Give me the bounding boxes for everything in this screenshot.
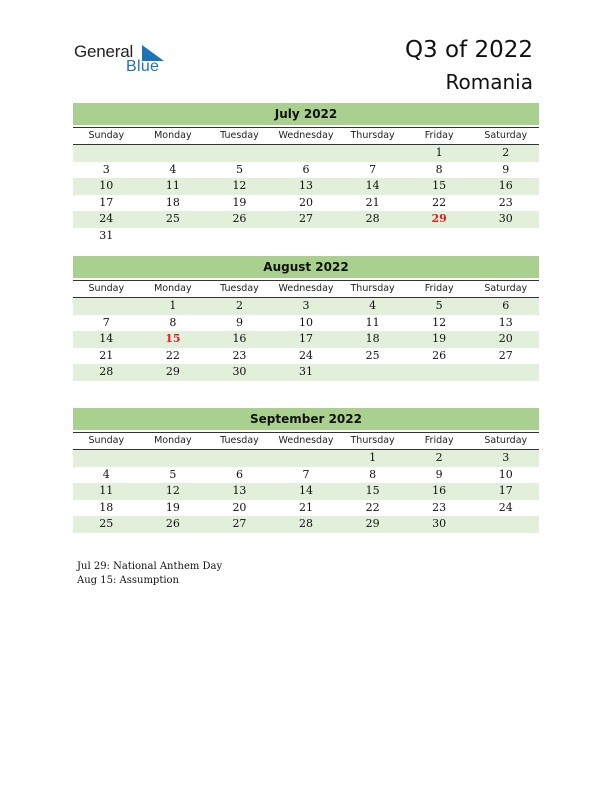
day-cell: 6 (302, 162, 310, 176)
weeks (73, 450, 539, 533)
day-cell (140, 450, 207, 467)
day-cell: 24 (99, 212, 114, 225)
day-cell: 23 (232, 348, 247, 362)
day-cell: 12 (432, 315, 447, 329)
day-name-wednesday: Wednesday (278, 435, 334, 446)
week-row (73, 228, 539, 245)
day-cell: 1 (435, 146, 443, 159)
day-cell: 13 (232, 484, 247, 497)
day-cell: 20 (498, 332, 513, 345)
day-name-saturday: Saturday (484, 283, 528, 294)
day-cell: 29 (165, 365, 180, 378)
day-cell: 16 (432, 484, 447, 497)
day-cell: 18 (365, 332, 380, 345)
day-cell: 8 (435, 162, 443, 176)
day-cell: 7 (102, 315, 110, 329)
day-cell: 11 (365, 315, 380, 329)
day-cell: 15 (365, 484, 380, 497)
day-cell: 12 (165, 484, 180, 497)
day-cell: 31 (99, 228, 114, 242)
day-name-tuesday: Tuesday (220, 283, 259, 294)
brand-logo (74, 42, 174, 78)
day-cell (273, 228, 340, 245)
day-cell: 23 (498, 195, 513, 209)
page-title: Q3 of 2022 (404, 37, 533, 63)
day-cell (339, 145, 406, 162)
day-cell: 20 (232, 500, 247, 514)
day-cell: 27 (299, 212, 314, 225)
week-row (73, 195, 539, 212)
week-row (73, 516, 539, 533)
day-cell (206, 450, 273, 467)
month-title: July 2022 (73, 103, 539, 125)
day-name-wednesday: Wednesday (278, 283, 334, 294)
day-name-thursday: Thursday (350, 435, 395, 446)
day-cell: 24 (299, 348, 314, 362)
day-cell (73, 450, 140, 467)
day-cell: 16 (498, 179, 513, 192)
day-cell: 28 (365, 212, 380, 225)
holiday-note: Aug 15: Assumption (77, 574, 180, 586)
week-row (73, 331, 539, 348)
day-cell: 4 (169, 162, 177, 176)
day-cell: 3 (102, 162, 110, 176)
holiday-note: Jul 29: National Anthem Day (77, 561, 223, 572)
day-cell (140, 228, 207, 245)
day-cell: 4 (369, 299, 377, 312)
day-cell: 8 (369, 467, 377, 481)
day-cell: 26 (165, 517, 180, 530)
day-cell: 5 (435, 299, 443, 312)
day-cell: 11 (165, 179, 180, 192)
day-cell: 18 (165, 195, 180, 209)
day-cell: 1 (169, 299, 177, 312)
day-cell: 2 (502, 146, 510, 159)
week-row (73, 483, 539, 500)
week-row (73, 364, 539, 381)
day-cell: 30 (432, 517, 447, 530)
day-cell: 29 (431, 212, 447, 225)
day-cell: 26 (432, 348, 447, 362)
week-row (73, 348, 539, 365)
day-cell: 30 (498, 212, 513, 225)
day-cell: 7 (302, 467, 310, 481)
day-name-sunday: Sunday (88, 283, 125, 294)
week-row (73, 211, 539, 228)
day-names-row (73, 280, 539, 298)
day-cell: 14 (299, 484, 314, 497)
day-cell: 16 (232, 332, 247, 345)
day-cell: 14 (99, 332, 114, 345)
day-cell: 15 (165, 332, 181, 345)
week-row (73, 162, 539, 179)
day-cell (472, 228, 539, 245)
day-cell: 21 (365, 195, 380, 209)
day-cell: 19 (232, 195, 247, 209)
day-cell: 28 (299, 517, 314, 530)
day-cell: 14 (365, 179, 380, 192)
day-name-wednesday: Wednesday (278, 130, 334, 141)
day-name-thursday: Thursday (350, 283, 395, 294)
week-row (73, 315, 539, 332)
day-cell: 5 (235, 162, 243, 176)
day-name-sunday: Sunday (88, 130, 125, 141)
day-cell: 10 (299, 315, 314, 329)
day-cell: 26 (232, 212, 247, 225)
day-cell: 20 (299, 195, 314, 209)
day-cell: 9 (435, 467, 443, 481)
day-cell (273, 145, 340, 162)
day-cell: 31 (299, 365, 314, 378)
day-name-tuesday: Tuesday (220, 130, 259, 141)
day-cell: 10 (498, 467, 513, 481)
day-cell: 25 (365, 348, 380, 362)
day-cell (472, 516, 539, 533)
day-name-saturday: Saturday (484, 130, 528, 141)
weeks (73, 298, 539, 381)
day-cell: 19 (432, 332, 447, 345)
day-cell: 10 (99, 179, 114, 192)
week-row (73, 500, 539, 517)
day-cell: 13 (498, 315, 513, 329)
day-cell: 4 (102, 467, 110, 481)
day-name-saturday: Saturday (484, 435, 528, 446)
day-cell: 11 (99, 484, 114, 497)
day-names-row (73, 127, 539, 145)
day-cell: 17 (299, 332, 314, 345)
day-cell: 30 (232, 365, 247, 378)
day-name-monday: Monday (154, 435, 192, 446)
week-row (73, 178, 539, 195)
day-cell: 24 (498, 500, 513, 514)
day-cell: 9 (235, 315, 243, 329)
day-cell: 22 (432, 195, 447, 209)
day-name-monday: Monday (154, 130, 192, 141)
brand-name-general: General (74, 42, 134, 61)
day-cell (273, 450, 340, 467)
day-cell: 7 (369, 162, 377, 176)
day-cell: 3 (302, 299, 310, 312)
day-cell (406, 228, 473, 245)
day-name-sunday: Sunday (88, 435, 125, 446)
month-july (73, 103, 539, 244)
day-name-tuesday: Tuesday (220, 435, 259, 446)
day-cell: 27 (232, 517, 247, 530)
day-name-friday: Friday (424, 130, 454, 141)
month-title: September 2022 (73, 408, 539, 430)
day-cell (406, 364, 473, 381)
day-cell: 23 (432, 500, 447, 514)
day-cell (339, 228, 406, 245)
day-cell: 2 (435, 451, 443, 464)
day-cell: 21 (99, 348, 114, 362)
day-cell: 8 (169, 315, 177, 329)
day-name-monday: Monday (154, 283, 192, 294)
day-cell: 12 (232, 179, 247, 192)
day-cell: 25 (165, 212, 180, 225)
day-cell: 2 (235, 299, 243, 312)
holiday-notes (77, 560, 222, 587)
day-name-friday: Friday (424, 283, 454, 294)
day-cell: 28 (99, 365, 114, 378)
day-name-thursday: Thursday (350, 130, 395, 141)
week-row (73, 450, 539, 467)
day-cell: 17 (99, 195, 114, 209)
weeks (73, 145, 539, 244)
day-cell (73, 298, 140, 315)
month-september (73, 408, 539, 533)
day-cell: 5 (169, 467, 177, 481)
day-cell: 13 (299, 179, 314, 192)
day-cell: 22 (165, 348, 180, 362)
day-cell (472, 364, 539, 381)
day-name-friday: Friday (424, 435, 454, 446)
day-cell: 22 (365, 500, 380, 514)
month-title: August 2022 (73, 256, 539, 278)
day-cell (339, 364, 406, 381)
day-cell: 6 (502, 299, 510, 312)
day-cell (206, 145, 273, 162)
country-name: Romania (445, 70, 533, 94)
day-cell: 25 (99, 517, 114, 530)
week-row (73, 467, 539, 484)
day-cell (73, 145, 140, 162)
week-row (73, 298, 539, 315)
day-cell: 9 (502, 162, 510, 176)
day-cell: 19 (165, 500, 180, 514)
day-names-row (73, 432, 539, 450)
day-cell: 17 (498, 484, 513, 497)
day-cell: 27 (498, 348, 513, 362)
day-cell (206, 228, 273, 245)
day-cell: 18 (99, 500, 114, 514)
day-cell: 29 (365, 517, 380, 530)
day-cell: 3 (502, 451, 510, 464)
day-cell: 6 (235, 467, 243, 481)
week-row (73, 145, 539, 162)
day-cell: 15 (432, 179, 447, 192)
day-cell: 21 (299, 500, 314, 514)
day-cell: 1 (369, 451, 377, 464)
day-cell (140, 145, 207, 162)
brand-name-blue: Blue (126, 58, 160, 75)
month-august (73, 256, 539, 381)
